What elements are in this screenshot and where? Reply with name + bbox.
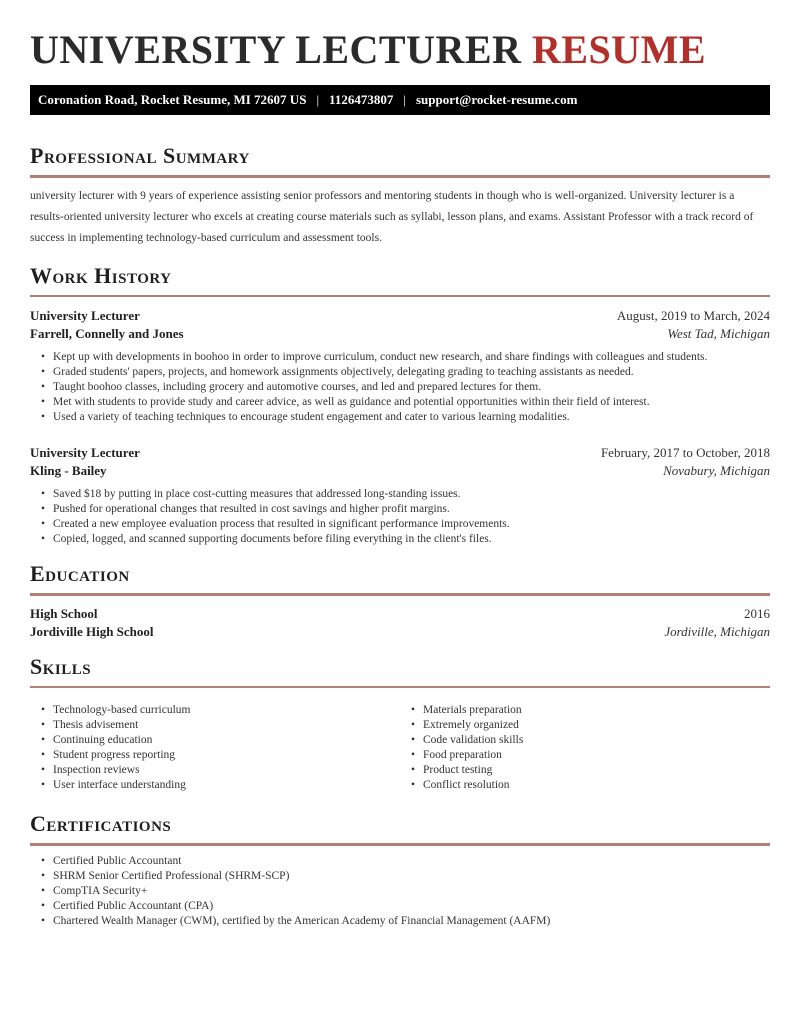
skill-item: • Code validation skills [400,733,770,748]
job-company: Farrell, Connelly and Jones [30,326,184,341]
bullet-item: • Used a variety of teaching techniques to encourage student engagement and cater to various learning modalities. [30,410,770,425]
job-location: Novabury, Michigan [663,463,770,478]
section-skills [30,654,770,794]
job-title-row [30,444,770,462]
job-title: University Lecturer [30,445,140,460]
skill-item: • User interface understanding [30,778,400,793]
bullet-item: • Graded students' papers, projects, and homework assignments objectively, delegating grading to teaching assistants as needed. [30,365,770,380]
bullet-item: • Created a new employee evaluation process that resulted in significant performance improvements. [30,517,770,532]
bullet-item: • Taught boohoo classes, including grocery and automotive courses, and led and prepared lectures for them. [30,380,770,395]
skill-item: • Inspection reviews [30,763,400,778]
skills-list-left [30,703,400,793]
education-year: 2016 [744,605,770,621]
job-title-row [30,307,770,325]
education-degree: High School [30,605,98,621]
section-certifications [30,811,770,929]
skills-column-right [400,696,770,793]
skills-list-right [400,703,770,793]
section-education [30,561,770,641]
contact-separator: | [403,92,406,107]
contact-address: Coronation Road, Rocket Resume, MI 72607 US [38,92,307,107]
skill-item: • Technology-based curriculum [30,703,400,718]
education-school-row [30,623,770,641]
section-heading-skills: Skills [30,653,92,679]
skills-columns [30,696,770,793]
section-divider [30,593,770,596]
page-title [30,28,770,72]
certification-item: • Certified Public Accountant [30,854,770,869]
summary-text: university lecturer with 9 years of experience assisting senior professors and mentoring students in though who is well-organized. University lecturer is a results-oriented university lecturer who excels at creating course materials such as syllabi, lesson plans, and exams. Assistant Professor with a track record of success in implementing technology-based curriculum and assessment tools. [30,189,754,244]
section-work-history [30,263,770,548]
job-title: University Lecturer [30,308,140,323]
certification-item: • SHRM Senior Certified Professional (SHRM-SCP) [30,869,770,884]
bullet-item: • Pushed for operational changes that resulted in cost savings and higher profit margins. [30,502,770,517]
job-dates: August, 2019 to March, 2024 [616,308,770,323]
education-degree-row [30,605,770,623]
certification-item: • Chartered Wealth Manager (CWM), certified by the American Academy of Financial Management (AAFM) [30,914,770,929]
skill-item: • Extremely organized [400,718,770,733]
section-professional-summary [30,143,770,249]
education-entry [30,605,770,641]
section-divider [30,295,770,298]
job-dates: February, 2017 to October, 2018 [600,445,770,460]
bullet-item: • Saved $18 by putting in place cost-cutting measures that addressed long-standing issues. [30,487,770,502]
contact-separator: | [316,92,320,107]
contact-phone: 1126473807 [329,92,394,107]
contact-email: support@rocket-resume.com [415,92,578,107]
job-entry [30,307,770,425]
bullet-item: • Copied, logged, and scanned supporting documents before filing everything in the client's files. [30,532,770,547]
education-location: Jordiville, Michigan [664,623,770,639]
job-bullet-list [30,350,770,425]
skill-item: • Student progress reporting [30,748,400,763]
skill-item: • Conflict resolution [400,778,770,793]
skill-item: • Product testing [400,763,770,778]
certification-item: • Certified Public Accountant (CPA) [30,899,770,914]
bullet-item: • Met with students to provide study and career advice, as well as guidance and potential opportunities within their field of interest. [30,395,770,410]
certifications-list [30,854,770,929]
skill-item: • Food preparation [400,748,770,763]
section-heading-summary: Professional Summary [30,143,250,168]
job-company: Kling - Bailey [30,463,107,478]
skills-column-left [30,696,400,793]
education-school: Jordiville High School [30,623,154,639]
job-location: West Tad, Michigan [667,326,770,341]
title-main: UNIVERSITY LECTURER [30,27,522,72]
skill-item: • Materials preparation [400,703,770,718]
section-heading-certifications: Certifications [30,811,172,836]
job-company-row [30,325,770,343]
section-divider [30,175,770,178]
section-divider [30,843,770,846]
section-heading-education: Education [30,561,130,586]
job-company-row [30,462,770,480]
section-divider [30,686,770,689]
bullet-item: • Kept up with developments in boohoo in order to improve curriculum, conduct new research, and share findings with colleagues and students. [30,350,770,365]
certification-item: • CompTIA Security+ [30,884,770,899]
skill-item: • Thesis advisement [30,718,400,733]
title-accent: RESUME [531,27,707,72]
contact-bar [30,85,770,115]
job-bullet-list [30,487,770,547]
section-heading-work-history: Work History [30,262,172,288]
skill-item: • Continuing education [30,733,400,748]
job-entry [30,444,770,547]
